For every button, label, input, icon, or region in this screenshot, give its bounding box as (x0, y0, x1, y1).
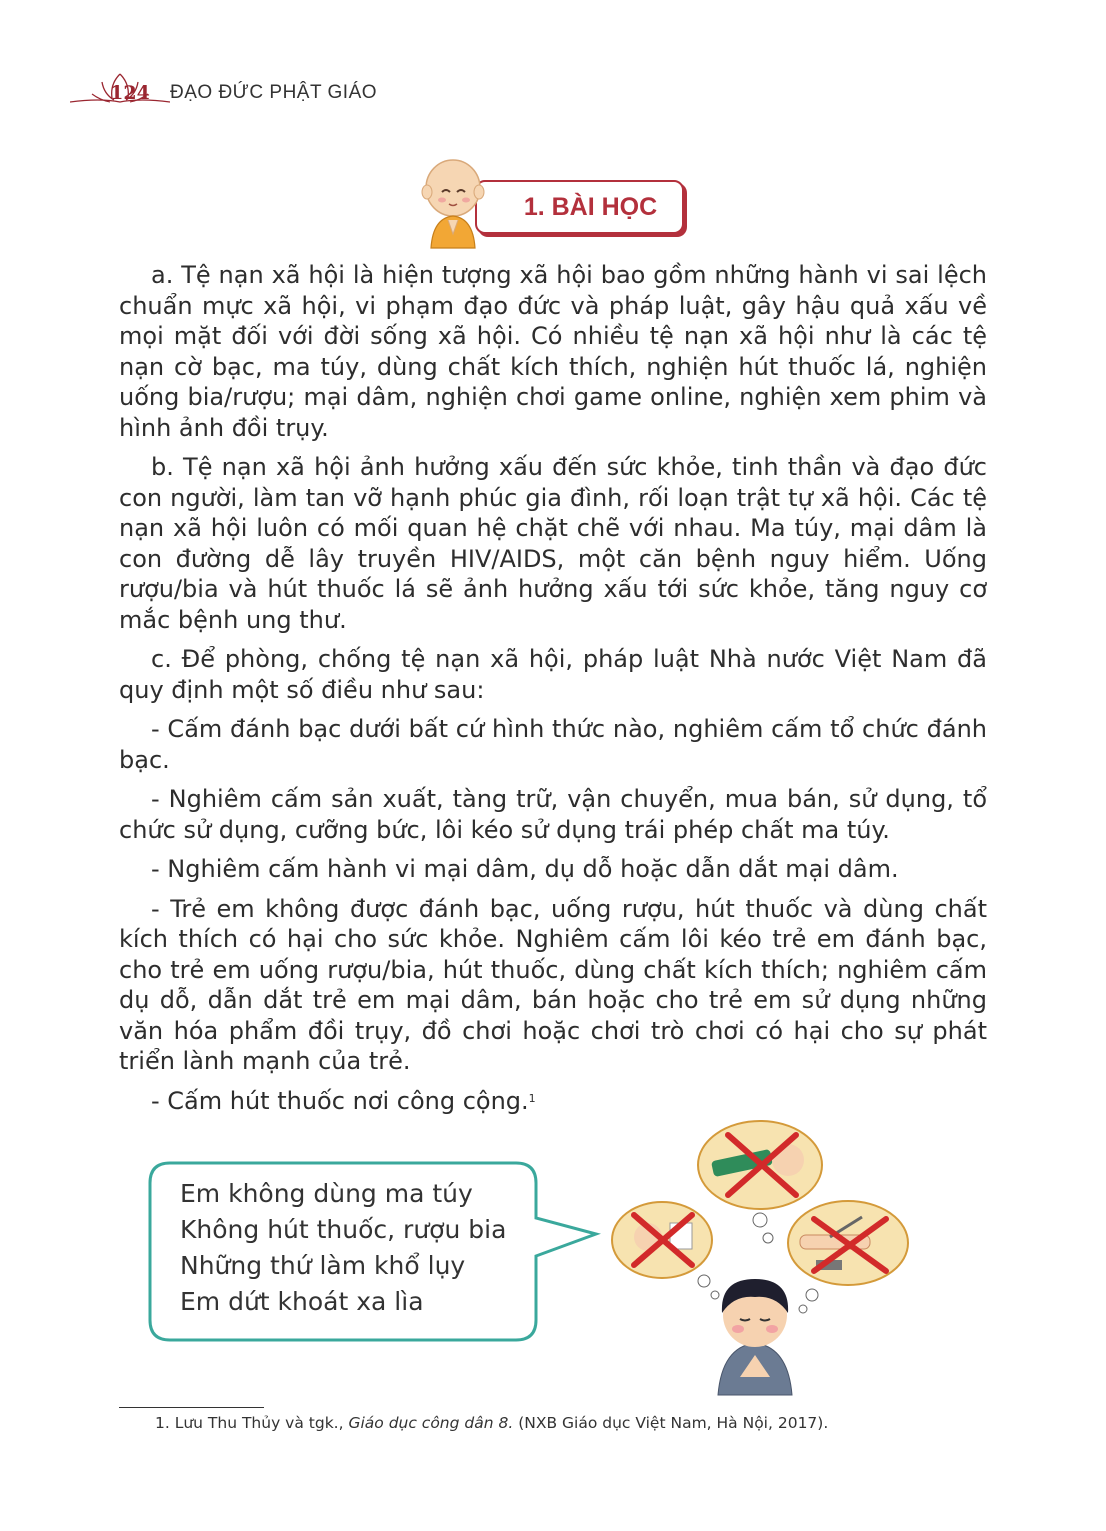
poem (180, 1176, 506, 1320)
paragraph-c: c. Để phòng, chống tệ nạn xã hội, pháp luật Nhà nước Việt Nam đã quy định một số điều như sau: (119, 645, 987, 704)
footnote-prefix: 1. Lưu Thu Thủy và tgk., (155, 1414, 349, 1432)
poem-line: Những thứ làm khổ lụy (180, 1251, 466, 1280)
rule-drugs: - Nghiêm cấm sản xuất, tàng trữ, vận chuyển, mua bán, sử dụng, tổ chức sử dụng, cưỡng bức, lôi kéo sử dụng trái phép chất ma túy. (119, 785, 987, 844)
body-text (119, 260, 987, 1125)
rule-gambling: - Cấm đánh bạc dưới bất cứ hình thức nào, nghiêm cấm tổ chức đánh bạc. (119, 715, 987, 774)
poem-line: Em dứt khoát xa lìa (180, 1287, 424, 1316)
poem-line: Em không dùng ma túy (180, 1179, 473, 1208)
page-header (70, 70, 400, 114)
monk-icon (415, 150, 495, 250)
lesson-heading-box (475, 180, 684, 234)
footnote (155, 1414, 1015, 1432)
paragraph-b: b. Tệ nạn xã hội ảnh hưởng xấu đến sức khỏe, tinh thần và đạo đức con người, làm tan vỡ hạnh phúc gia đình, rối loạn trật tự xã hội. Các tệ nạn xã hội luôn có mối quan hệ chặt chẽ với nhau. Ma túy, mại dâm là con đường dễ lây truyền HIV/AIDS, một căn bệnh nguy hiểm. Uống rượu/bia và hút thuốc lá sẽ ảnh hưởng xấu tới sức khỏe, tăng nguy cơ mắc bệnh ung thư. (119, 453, 987, 634)
lesson-heading-block (415, 150, 685, 250)
injection-thought-icon (788, 1201, 908, 1285)
rule-children: - Trẻ em không được đánh bạc, uống rượu, hút thuốc và dùng chất kích thích có hại cho sức khỏe. Nghiêm cấm lôi kéo trẻ em đánh bạc, cho trẻ em uống rượu/bia, hút thuốc, dùng chất kích thích; nghiêm cấm dụ dỗ, dẫn dắt trẻ em mại dâm, bán hoặc cho trẻ em sử dụng những văn hóa phẩm đồi trụy, đồ chơi hoặc chơi trò chơi có hại cho sự phát triển lành mạnh của trẻ. (119, 894, 987, 1075)
footnote-marker: 1 (528, 1091, 536, 1105)
drinking-thought-icon (698, 1121, 822, 1209)
footnote-book-title: Giáo dục công dân 8. (348, 1414, 514, 1432)
footnote-rule (119, 1407, 264, 1408)
page-number: 124 (110, 82, 150, 104)
footnote-suffix: (NXB Giáo dục Việt Nam, Hà Nội, 2017). (513, 1414, 829, 1432)
child-praying-icon (718, 1279, 792, 1395)
child-refusing-vices-illustration (600, 1115, 1020, 1400)
speech-bubble (148, 1160, 628, 1350)
rule-smoking-text: - Cấm hút thuốc nơi công cộng. (151, 1086, 529, 1115)
rule-smoking (119, 1086, 987, 1117)
lesson-heading: 1. BÀI HỌC (523, 193, 658, 221)
drugs-thought-icon (612, 1202, 712, 1278)
paragraph-a: a. Tệ nạn xã hội là hiện tượng xã hội bao gồm những hành vi sai lệch chuẩn mực xã hội, vi phạm đạo đức và pháp luật, gây hậu quả xấu về mọi mặt đối với đời sống xã hội. Có nhiều tệ nạn xã hội như là các tệ nạn cờ bạc, ma túy, dùng chất kích thích, nghiện hút thuốc lá, nghiện uống bia/rượu; mại dâm, nghiện chơi game online, nghiện xem phim và hình ảnh đồi trụy. (119, 261, 987, 442)
rule-prostitution: - Nghiêm cấm hành vi mại dâm, dụ dỗ hoặc dẫn dắt mại dâm. (151, 855, 899, 883)
running-title: ĐẠO ĐỨC PHẬT GIÁO (170, 82, 378, 103)
poem-line: Không hút thuốc, rượu bia (180, 1215, 507, 1244)
